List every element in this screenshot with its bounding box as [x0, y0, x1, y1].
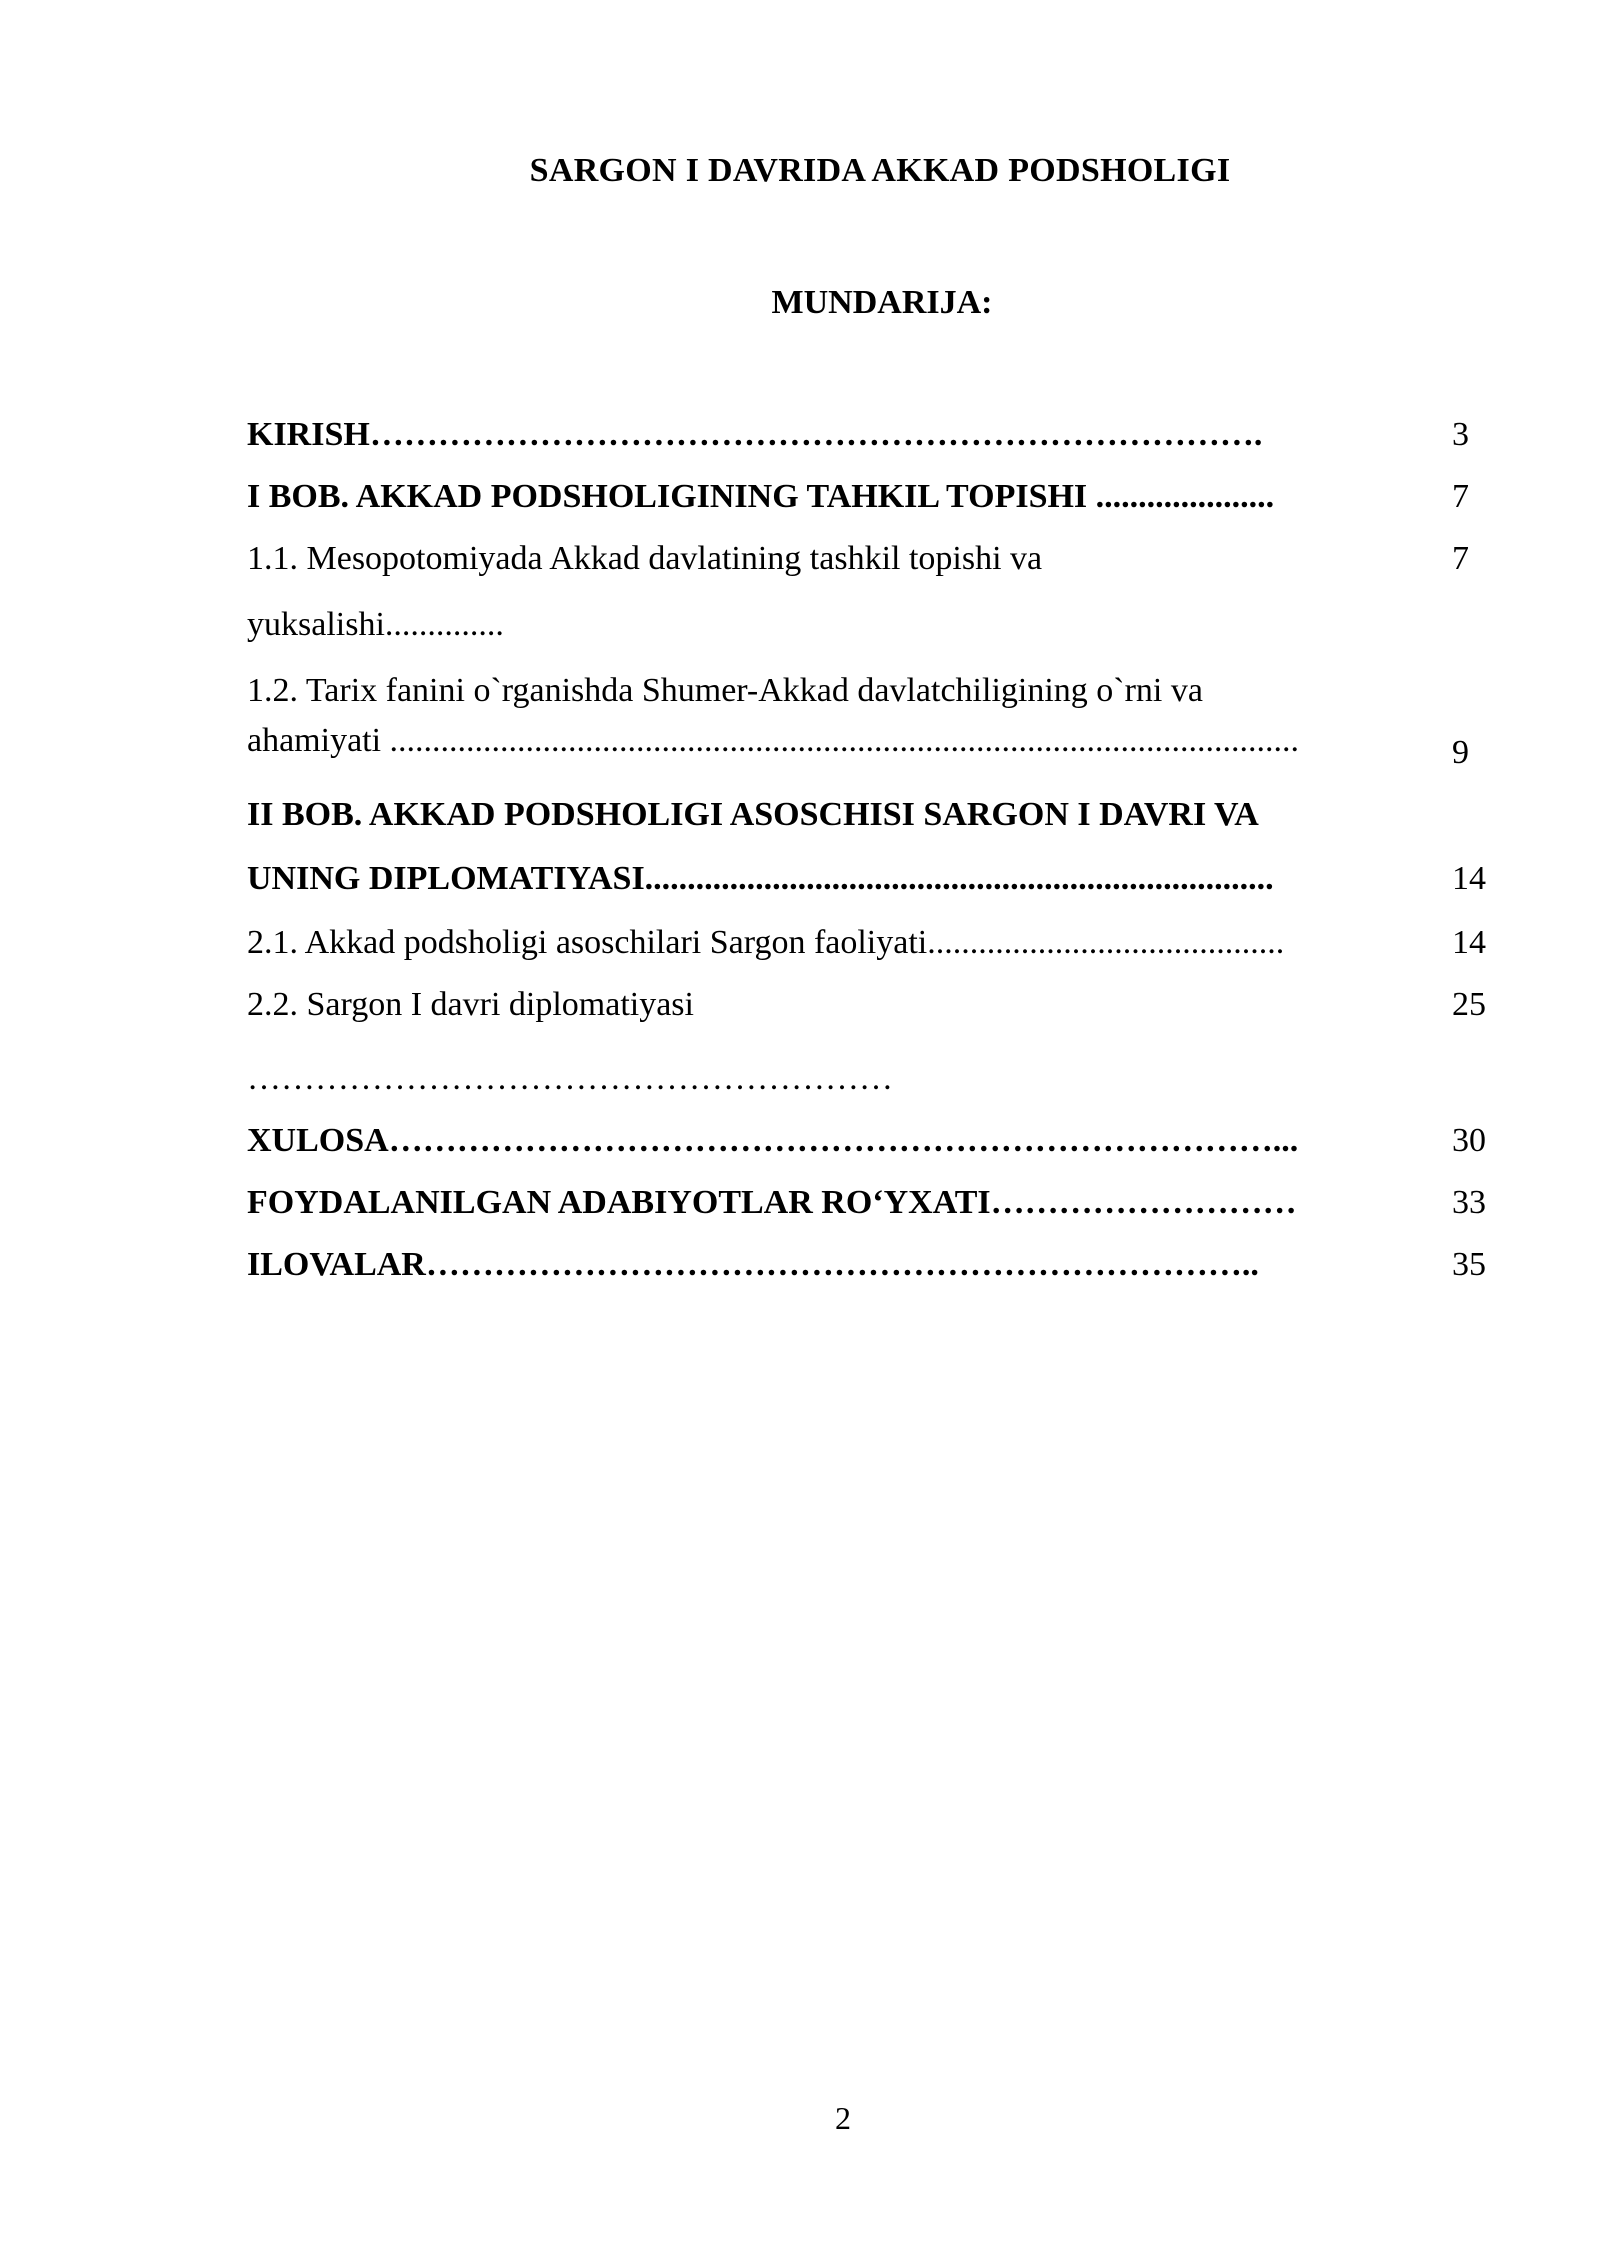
- toc-entry-label: KIRISH…………………………………………………………………….: [247, 416, 1263, 453]
- toc-page-number: 33: [1452, 1184, 1486, 1221]
- toc-entry-label: 2.1. Akkad podsholigi asoschilari Sargon faoliyati..........................................: [247, 924, 1285, 961]
- toc-page-number: 25: [1452, 986, 1486, 1023]
- toc-page-number: 9: [1452, 734, 1469, 771]
- page-number-footer: 2: [835, 2100, 851, 2136]
- toc-entry-label-line1: 1.2. Tarix fanini o`rganishda Shumer-Akkad davlatchiligining o`rni va: [247, 672, 1203, 709]
- toc-entry-label-line2: UNING DIPLOMATIYASI..........................................................................: [247, 860, 1274, 897]
- toc-entry-label-line2: yuksalishi..............: [247, 606, 504, 643]
- toc-heading: MUNDARIJA:: [771, 284, 993, 321]
- toc-page-number: 7: [1452, 540, 1469, 577]
- toc-entry-label-line1: II BOB. AKKAD PODSHOLIGI ASOSCHISI SARGON I DAVRI VA: [247, 796, 1259, 833]
- toc-entry-label: ILOVALAR………………………………………………………………..: [247, 1246, 1259, 1283]
- toc-page-number: 14: [1452, 860, 1486, 897]
- toc-page-number: 30: [1452, 1122, 1486, 1159]
- toc-entry-label-line2: ahamiyati ...........................................................................................................: [247, 722, 1300, 759]
- toc-entry-label: I BOB. AKKAD PODSHOLIGINING TAHKIL TOPISHI .....................: [247, 478, 1275, 515]
- toc-entry-chapter-2: [247, 794, 1497, 904]
- toc-entry-label-line2: …………………………………………………: [247, 1060, 893, 1097]
- toc-entry-label-line1: 1.1. Mesopotomiyada Akkad davlatining tashkil topishi va: [247, 540, 1043, 577]
- toc-page-number: 35: [1452, 1246, 1486, 1283]
- toc-page-number: 3: [1452, 416, 1469, 453]
- toc-entry-label: FOYDALANILGAN ADABIYOTLAR RO‘YXATI………………………: [247, 1184, 1297, 1221]
- toc-entry-label: XULOSA……………………………………………………………………...: [247, 1122, 1299, 1159]
- toc-entry-section-2-2: [247, 984, 1497, 1097]
- toc-entry-section-1-1: [247, 538, 1497, 648]
- toc-entry-label-line1: 2.2. Sargon I davri diplomatiyasi: [247, 986, 694, 1023]
- document-title: SARGON I DAVRIDA AKKAD PODSHOLIGI: [529, 152, 1231, 189]
- toc-page-number: 14: [1452, 924, 1486, 961]
- toc-entry-section-1-2: [247, 670, 1497, 780]
- toc-page-number: 7: [1452, 478, 1469, 515]
